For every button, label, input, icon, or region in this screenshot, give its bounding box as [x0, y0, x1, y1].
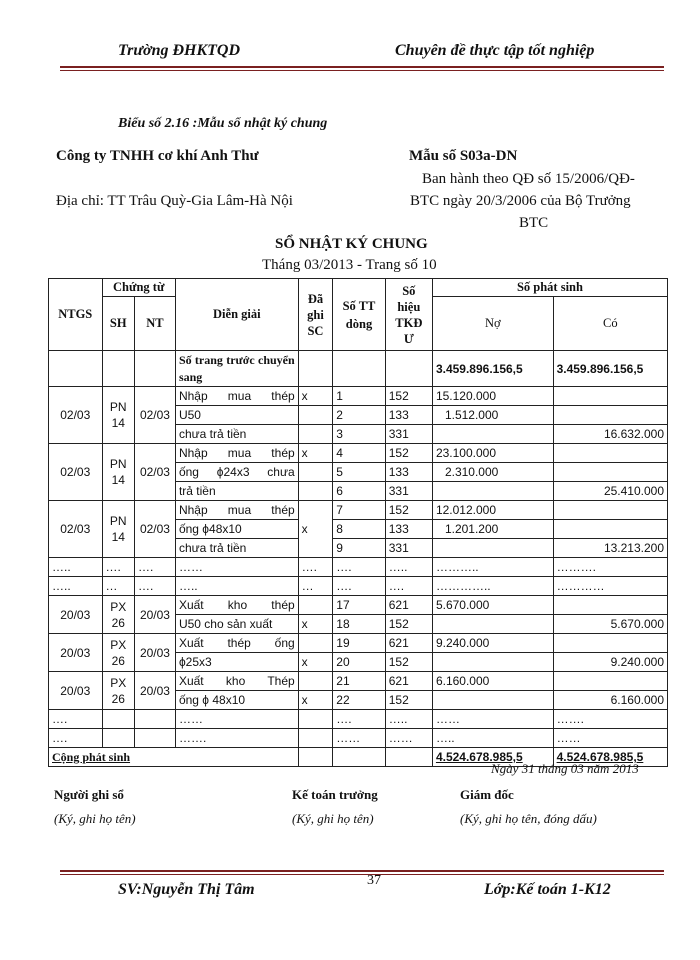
entry-sh: PN 14 — [102, 444, 135, 501]
entry-credit: 5.670.000 — [553, 615, 667, 634]
entry-credit — [553, 444, 667, 463]
entry-account: 152 — [385, 691, 432, 710]
ellipsis: … — [102, 577, 135, 596]
entry-debit — [432, 653, 553, 672]
entry-mark: x — [298, 501, 333, 558]
entry-credit: 6.160.000 — [553, 691, 667, 710]
ellipsis: ………….. — [432, 577, 553, 596]
entry-nt: 02/03 — [135, 387, 176, 444]
ellipsis: ……. — [553, 710, 667, 729]
ellipsis: ………. — [553, 558, 667, 577]
entry-credit: 16.632.000 — [553, 425, 667, 444]
header-row-1 — [49, 279, 668, 297]
signer-director-note: (Ký, ghi họ tên, đóng dấu) — [460, 811, 597, 826]
ellipsis: ….. — [175, 577, 298, 596]
ellipsis: …… — [333, 729, 385, 748]
entry-mark: x — [298, 615, 333, 634]
footer-student: SV:Nguyễn Thị Tâm — [118, 881, 255, 898]
footer-rule-thin — [60, 874, 664, 875]
ellipsis: …. — [102, 558, 135, 577]
ellipsis: …… — [175, 710, 298, 729]
entry-debit — [432, 539, 553, 558]
entry-desc: Xuất kho thép — [175, 596, 298, 615]
entry-stt: 7 — [333, 501, 385, 520]
entry-account: 152 — [385, 444, 432, 463]
ellipsis: …. — [385, 577, 432, 596]
ellipsis: ….. — [432, 729, 553, 748]
entry-sh: PX 26 — [102, 596, 135, 634]
table-row — [49, 634, 668, 653]
entry-stt: 20 — [333, 653, 385, 672]
entry-account: 621 — [385, 634, 432, 653]
entry-stt: 4 — [333, 444, 385, 463]
header-topic: Chuyên đề thực tập tốt nghiệp — [395, 42, 595, 59]
entry-desc: trả tiền — [175, 482, 298, 501]
ellipsis: …. — [135, 577, 176, 596]
entry-desc: chưa trả tiền — [175, 539, 298, 558]
entry-credit — [553, 520, 667, 539]
entry-credit — [553, 672, 667, 691]
entry-stt: 5 — [333, 463, 385, 482]
ellipsis: …… — [553, 729, 667, 748]
entry-account: 152 — [385, 653, 432, 672]
entry-credit — [553, 596, 667, 615]
form-code: Mẫu số S03a-DN — [409, 148, 518, 164]
entry-account: 621 — [385, 672, 432, 691]
col-sohieu: Số hiệu TKĐ Ư — [385, 279, 432, 351]
col-sh: SH — [102, 297, 135, 351]
entry-account: 133 — [385, 406, 432, 425]
entry-stt: 9 — [333, 539, 385, 558]
entry-mark: x — [298, 387, 333, 406]
col-nt: NT — [135, 297, 176, 351]
ellipsis: …. — [49, 729, 103, 748]
entry-desc: U50 cho sản xuất — [175, 615, 298, 634]
ellipsis: …. — [333, 577, 385, 596]
entry-account: 152 — [385, 615, 432, 634]
entry-date: 02/03 — [49, 387, 103, 444]
table-row — [49, 558, 668, 577]
entry-credit: 9.240.000 — [553, 653, 667, 672]
entry-desc: ống ϕ 48x10 — [175, 691, 298, 710]
company-address: Địa chỉ: TT Trâu Quỳ-Gia Lâm-Hà Nội — [56, 193, 293, 209]
entry-debit: 2.310.000 — [432, 463, 553, 482]
entry-desc: chưa trả tiền — [175, 425, 298, 444]
entry-nt: 20/03 — [135, 596, 176, 634]
entry-account: 331 — [385, 539, 432, 558]
entry-desc: ϕ25x3 — [175, 653, 298, 672]
ellipsis: …. — [333, 558, 385, 577]
footer-rule — [60, 870, 664, 872]
ellipsis: …. — [298, 558, 333, 577]
ellipsis: …. — [135, 558, 176, 577]
entry-stt: 1 — [333, 387, 385, 406]
entry-stt: 21 — [333, 672, 385, 691]
ellipsis: ………… — [553, 577, 667, 596]
entry-account: 331 — [385, 482, 432, 501]
entry-date: 20/03 — [49, 634, 103, 672]
signer-chief-accountant-note: (Ký, ghi họ tên) — [292, 811, 374, 826]
entry-credit — [553, 463, 667, 482]
entry-desc: ống ϕ48x10 — [175, 520, 298, 539]
entry-nt: 02/03 — [135, 444, 176, 501]
header-rule-thin — [60, 70, 664, 71]
entry-stt: 19 — [333, 634, 385, 653]
signer-chief-accountant: Kế toán trưởng — [292, 787, 378, 802]
entry-mark: x — [298, 653, 333, 672]
ellipsis: …. — [49, 710, 103, 729]
ellipsis: …… — [385, 729, 432, 748]
entry-stt: 6 — [333, 482, 385, 501]
signer-recorder-note: (Ký, ghi họ tên) — [54, 811, 136, 826]
entry-nt: 02/03 — [135, 501, 176, 558]
entry-stt: 18 — [333, 615, 385, 634]
entry-date: 02/03 — [49, 501, 103, 558]
entry-account: 152 — [385, 501, 432, 520]
signer-recorder: Người ghi sổ — [54, 787, 124, 802]
table-row — [49, 596, 668, 615]
form-regulation-3: BTC — [519, 215, 549, 231]
signer-director: Giám đốc — [460, 787, 514, 802]
figure-caption: Biểu số 2.16 :Mẫu sổ nhật ký chung — [118, 116, 328, 131]
entry-credit: 13.213.200 — [553, 539, 667, 558]
entry-sh: PN 14 — [102, 387, 135, 444]
col-no: Nợ — [432, 297, 553, 351]
carry-no: 3.459.896.156,5 — [432, 351, 553, 387]
ellipsis: ….. — [385, 710, 432, 729]
col-co: Có — [553, 297, 667, 351]
entry-account: 133 — [385, 520, 432, 539]
entry-stt: 3 — [333, 425, 385, 444]
entry-sh: PX 26 — [102, 672, 135, 710]
form-regulation-1: Ban hành theo QĐ số 15/2006/QĐ- — [422, 171, 635, 187]
entry-credit — [553, 634, 667, 653]
entry-date: 20/03 — [49, 672, 103, 710]
ellipsis: …… — [175, 558, 298, 577]
carry-label: Số trang trước chuyển sang — [175, 351, 298, 387]
entry-stt: 8 — [333, 520, 385, 539]
entry-date: 20/03 — [49, 596, 103, 634]
ellipsis: ……. — [175, 729, 298, 748]
col-ntgs: NTGS — [49, 279, 103, 351]
form-regulation-2: BTC ngày 20/3/2006 của Bộ Trưởng — [410, 193, 631, 209]
entry-sh: PN 14 — [102, 501, 135, 558]
entry-date: 02/03 — [49, 444, 103, 501]
ellipsis: ….. — [49, 577, 103, 596]
entry-nt: 20/03 — [135, 634, 176, 672]
entry-debit: 1.512.000 — [432, 406, 553, 425]
entry-credit — [553, 501, 667, 520]
entry-debit: 6.160.000 — [432, 672, 553, 691]
entry-desc: ống ϕ24x3 chưa — [175, 463, 298, 482]
entry-account: 331 — [385, 425, 432, 444]
entry-credit — [553, 406, 667, 425]
carry-row — [49, 351, 668, 387]
company-name: Công ty TNHH cơ khí Anh Thư — [56, 148, 259, 164]
ellipsis: … — [298, 577, 333, 596]
entry-sh: PX 26 — [102, 634, 135, 672]
entry-desc: Nhập mua thép — [175, 387, 298, 406]
total-debit: 4.524.678.985,5 — [432, 748, 553, 767]
ellipsis: ….. — [385, 558, 432, 577]
total-label: Cộng phát sinh — [49, 748, 299, 767]
footer-class: Lớp:Kế toán 1-K12 — [484, 881, 611, 898]
col-chungtu: Chứng từ — [102, 279, 175, 297]
ellipsis: …… — [432, 710, 553, 729]
journal-title: SỔ NHẬT KÝ CHUNG — [275, 236, 428, 252]
ellipsis: ….. — [49, 558, 103, 577]
journal-subtitle: Tháng 03/2013 - Trang số 10 — [262, 257, 437, 273]
table-row — [49, 387, 668, 406]
entry-desc: Nhập mua thép — [175, 501, 298, 520]
table-row — [49, 577, 668, 596]
entry-desc: Nhập mua thép — [175, 444, 298, 463]
entry-credit — [553, 387, 667, 406]
table-row — [49, 444, 668, 463]
entry-desc: Xuất thép ống — [175, 634, 298, 653]
ellipsis: ……….. — [432, 558, 553, 577]
entry-debit: 23.100.000 — [432, 444, 553, 463]
entry-stt: 2 — [333, 406, 385, 425]
entry-debit: 1.201.200 — [432, 520, 553, 539]
entry-debit — [432, 482, 553, 501]
entry-account: 621 — [385, 596, 432, 615]
table-row — [49, 501, 668, 520]
entry-stt: 22 — [333, 691, 385, 710]
entry-debit: 15.120.000 — [432, 387, 553, 406]
total-credit: 4.524.678.985,5 — [553, 748, 667, 767]
ellipsis: …. — [333, 710, 385, 729]
entry-mark: x — [298, 691, 333, 710]
entry-debit — [432, 691, 553, 710]
header-school: Trường ĐHKTQD — [118, 42, 241, 59]
entry-account: 133 — [385, 463, 432, 482]
carry-co: 3.459.896.156,5 — [553, 351, 667, 387]
entry-debit — [432, 615, 553, 634]
table-row — [49, 729, 668, 748]
journal-table — [48, 278, 668, 767]
col-diengiai: Diễn giải — [175, 279, 298, 351]
entry-credit: 25.410.000 — [553, 482, 667, 501]
table-row — [49, 672, 668, 691]
entry-debit: 9.240.000 — [432, 634, 553, 653]
entry-mark: x — [298, 444, 333, 463]
entry-stt: 17 — [333, 596, 385, 615]
entry-account: 152 — [385, 387, 432, 406]
header-rule — [60, 66, 664, 68]
entry-debit: 5.670.000 — [432, 596, 553, 615]
entry-nt: 20/03 — [135, 672, 176, 710]
col-daghi: Đã ghi SC — [298, 279, 333, 351]
table-row — [49, 710, 668, 729]
entry-desc: U50 — [175, 406, 298, 425]
col-sophatsinh: Số phát sinh — [432, 279, 667, 297]
entry-debit: 12.012.000 — [432, 501, 553, 520]
col-sott: Số TT dòng — [333, 279, 385, 351]
entry-desc: Xuất kho Thép — [175, 672, 298, 691]
sign-date: Ngày 31 tháng 03 năm 2013 — [491, 761, 639, 776]
entry-debit — [432, 425, 553, 444]
page-number: 37 — [367, 873, 381, 888]
